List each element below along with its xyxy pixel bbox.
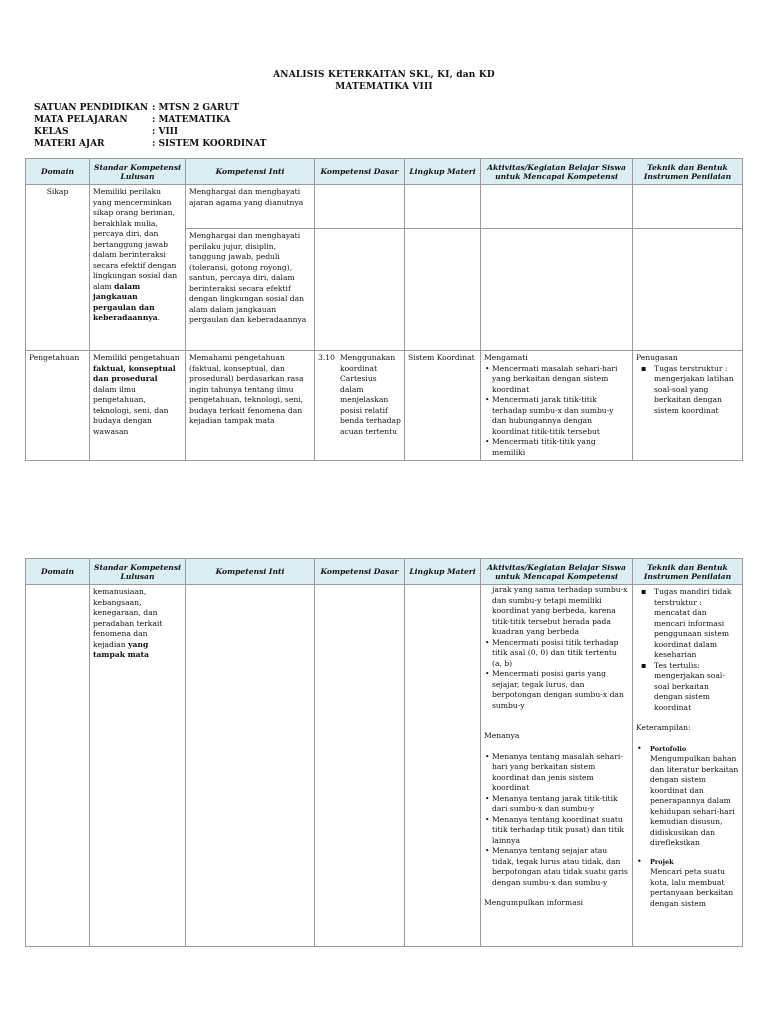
penilaian-cell xyxy=(633,229,743,351)
col-header-skl: Standar Kompetensi Lulusan xyxy=(90,159,186,185)
skl-pengetahuan xyxy=(90,351,186,461)
penilaian-continued xyxy=(633,585,743,947)
list-item: • Menanya tentang sejajar atau tidak, tegak lurus atau tidak, dan berpotongan atau tidak suatu garis dengan sumbu-x dan sumbu-y xyxy=(492,846,629,888)
col-header-lingkup: Lingkup Materi xyxy=(405,159,481,185)
penilaian-pengetahuan xyxy=(633,351,743,461)
list-item: • Menanya tentang jarak titik-titik dari sumbu-x dan sumbu-y xyxy=(492,794,629,815)
list-item: • Menanya tentang masalah sehari-hari yang berkaitan sistem koordinat dan jenis sistem koordinat xyxy=(492,752,629,794)
meta-value: : MTSN 2 GARUT xyxy=(152,103,240,113)
ki-cell xyxy=(186,585,315,947)
projek-label: Projek xyxy=(650,857,674,866)
col-header-domain: Domain xyxy=(26,159,90,185)
list-item: • Mencermati posisi garis yang sejajar, tegak lurus, dan berpotongan dengan sumbu-x dan sumbu-y xyxy=(492,669,629,711)
kd-text: Menggunakan koordinat Cartesius dalam menjelaskan posisi relatif benda terhadap acuan tertentu xyxy=(340,353,401,436)
analysis-table-page-1 xyxy=(25,158,743,461)
col-header-lingkup: Lingkup Materi xyxy=(405,559,481,585)
mengumpulkan-heading: Mengumpulkan informasi xyxy=(484,898,584,907)
penilaian-cell xyxy=(633,185,743,229)
col-header-penilaian: Teknik dan Bentuk Instrumen Penilaian xyxy=(633,159,743,185)
keterampilan-heading: Keterampilan: xyxy=(636,723,691,732)
list-item xyxy=(650,744,739,849)
portofolio-text: Mengumpulkan bahan dan literatur berkaitan dengan sistem koordinat dan penerapannya dalam kehidupan sehari-hari kemudian disusun, didiskusikan dan direfleksikan xyxy=(650,754,739,847)
lingkup-cell xyxy=(405,585,481,947)
skl-sikap-end: . xyxy=(157,313,161,322)
list-item: • Menanya tentang koordinat suatu titik terhadap titik pusat) dan titik lainnya xyxy=(492,815,629,847)
ki-sikap-2: Menghargai dan menghayati perilaku jujur, disiplin, tanggung jawab, peduli (toleransi, gotong royong), santun, percaya diri, dalam berinteraksi secara efektif dengan lingkungan sosial dan alam dalam jangkauan pergaulan dan keberadaannya xyxy=(186,229,315,351)
domain-sikap: Sikap xyxy=(26,185,90,351)
document-meta xyxy=(34,102,267,150)
list-item: ▪ Tugas terstruktur : mengerjakan latihan soal-soal yang berkaitan dengan sistem koordinat xyxy=(654,364,739,417)
aktivitas-heading: Mengamati xyxy=(484,353,528,362)
col-header-kd: Kompetensi Dasar xyxy=(315,159,405,185)
domain-cell xyxy=(26,585,90,947)
document-subtitle: MATEMATIKA VIII xyxy=(335,82,433,92)
lingkup-cell xyxy=(405,229,481,351)
skl-sikap-bold: dalam jangkauan pergaulan dan keberadaannya xyxy=(93,281,158,322)
document-title: ANALISIS KETERKAITAN SKL, KI, dan KD xyxy=(273,70,495,80)
list-item: • Mencermati masalah sehari-hari yang berkaitan dengan sistem koordinat xyxy=(492,364,629,396)
lingkup-pengetahuan: Sistem Koordinat xyxy=(405,351,481,461)
list-item: • Mencermati titik-titik yang memiliki xyxy=(492,437,629,458)
meta-value: : VIII xyxy=(152,127,179,137)
meta-key: KELAS xyxy=(34,127,69,137)
aktivitas-continued xyxy=(481,585,633,947)
aktivitas-cell xyxy=(481,229,633,351)
meta-value: : SISTEM KOORDINAT xyxy=(152,139,267,149)
projek-text: Mencari peta suatu kota, lalu membuat pertanyaan berkaitan dengan sistem xyxy=(650,867,734,908)
list-item xyxy=(650,857,739,910)
col-header-ki: Kompetensi Inti xyxy=(186,159,315,185)
skl-cont-text: kemanusiaan, kebangsaan, kenegaraan, dan peradaban terkait fenomena dan kejadian xyxy=(93,587,163,649)
portofolio-label: Portofolio xyxy=(650,744,687,753)
meta-key: MATA PELAJARAN xyxy=(34,115,128,125)
aktivitas-pengetahuan xyxy=(481,351,633,461)
menanya-heading: Menanya xyxy=(484,731,520,740)
kd-cell xyxy=(315,585,405,947)
skl-sikap xyxy=(90,185,186,351)
meta-value: : MATEMATIKA xyxy=(152,115,231,125)
col-header-skl: Standar Kompetensi Lulusan xyxy=(90,559,186,585)
kd-cell xyxy=(315,185,405,229)
aktivitas-cont-intro: jarak yang sama terhadap sumbu-x dan sumbu-y tetapi memiliki koordinat yang berbeda, karena titik-titik tersebut berada pada kuadran yang berbeda xyxy=(492,585,628,636)
skl-peng-text1: Memiliki pengetahuan xyxy=(93,353,180,362)
kd-cell xyxy=(315,229,405,351)
list-item: ▪ Tugas mandiri tidak terstruktur : mencatat dan mencari informasi penggunaan sistem koordinat dalam keseharian xyxy=(654,587,739,661)
col-header-penilaian: Teknik dan Bentuk Instrumen Penilaian xyxy=(633,559,743,585)
meta-key: SATUAN PENDIDIKAN xyxy=(34,103,149,113)
skl-sikap-text: Memiliki perilaku yang mencerminkan sikap orang beriman, berakhlak mulia, percaya diri, dan bertanggung jawab dalam berinteraksi secara efektif dengan lingkungan sosial dan alam xyxy=(93,187,178,291)
list-item: ▪ Tes tertulis: mengerjakan soal-soal berkaitan dengan sistem koordinat xyxy=(654,661,739,714)
col-header-aktivitas: Aktivitas/Kegiatan Belajar Siswa untuk Mencapai Kompetensi xyxy=(481,559,633,585)
col-header-domain: Domain xyxy=(26,559,90,585)
col-header-kd: Kompetensi Dasar xyxy=(315,559,405,585)
lingkup-cell xyxy=(405,185,481,229)
ki-pengetahuan: Memahami pengetahuan (faktual, konseptual, dan prosedural) berdasarkan rasa ingin tahunya tentang ilmu pengetahuan, teknologi, seni, budaya terkait fenomena dan kejadian tampak mata xyxy=(186,351,315,461)
col-header-ki: Kompetensi Inti xyxy=(186,559,315,585)
skl-cont-bold: yang tampak mata xyxy=(93,639,149,659)
skl-continued xyxy=(90,585,186,947)
skl-peng-text2: dalam ilmu pengetahuan, teknologi, seni, dan budaya dengan wawasan xyxy=(93,384,169,436)
aktivitas-cell xyxy=(481,185,633,229)
meta-key: MATERI AJAR xyxy=(34,139,105,149)
ki-sikap-1: Menghargai dan menghayati ajaran agama yang dianutnya xyxy=(186,185,315,229)
domain-pengetahuan: Pengetahuan xyxy=(26,351,90,461)
skl-peng-bold: faktual, konseptual dan prosedural xyxy=(93,363,176,383)
col-header-aktivitas: Aktivitas/Kegiatan Belajar Siswa untuk Mencapai Kompetensi xyxy=(481,159,633,185)
list-item: • Mencermati jarak titik-titik terhadap sumbu-x dan sumbu-y dan hubungannya dengan koordinat titik-titik tersebut xyxy=(492,395,629,437)
analysis-table-page-2 xyxy=(25,558,743,947)
kd-number: 3.10 xyxy=(318,353,335,362)
penilaian-heading: Penugasan xyxy=(636,353,678,362)
kd-pengetahuan xyxy=(315,351,405,461)
list-item: • Mencermati posisi titik terhadap titik asal (0, 0) dan titik tertentu (a, b) xyxy=(492,638,629,670)
